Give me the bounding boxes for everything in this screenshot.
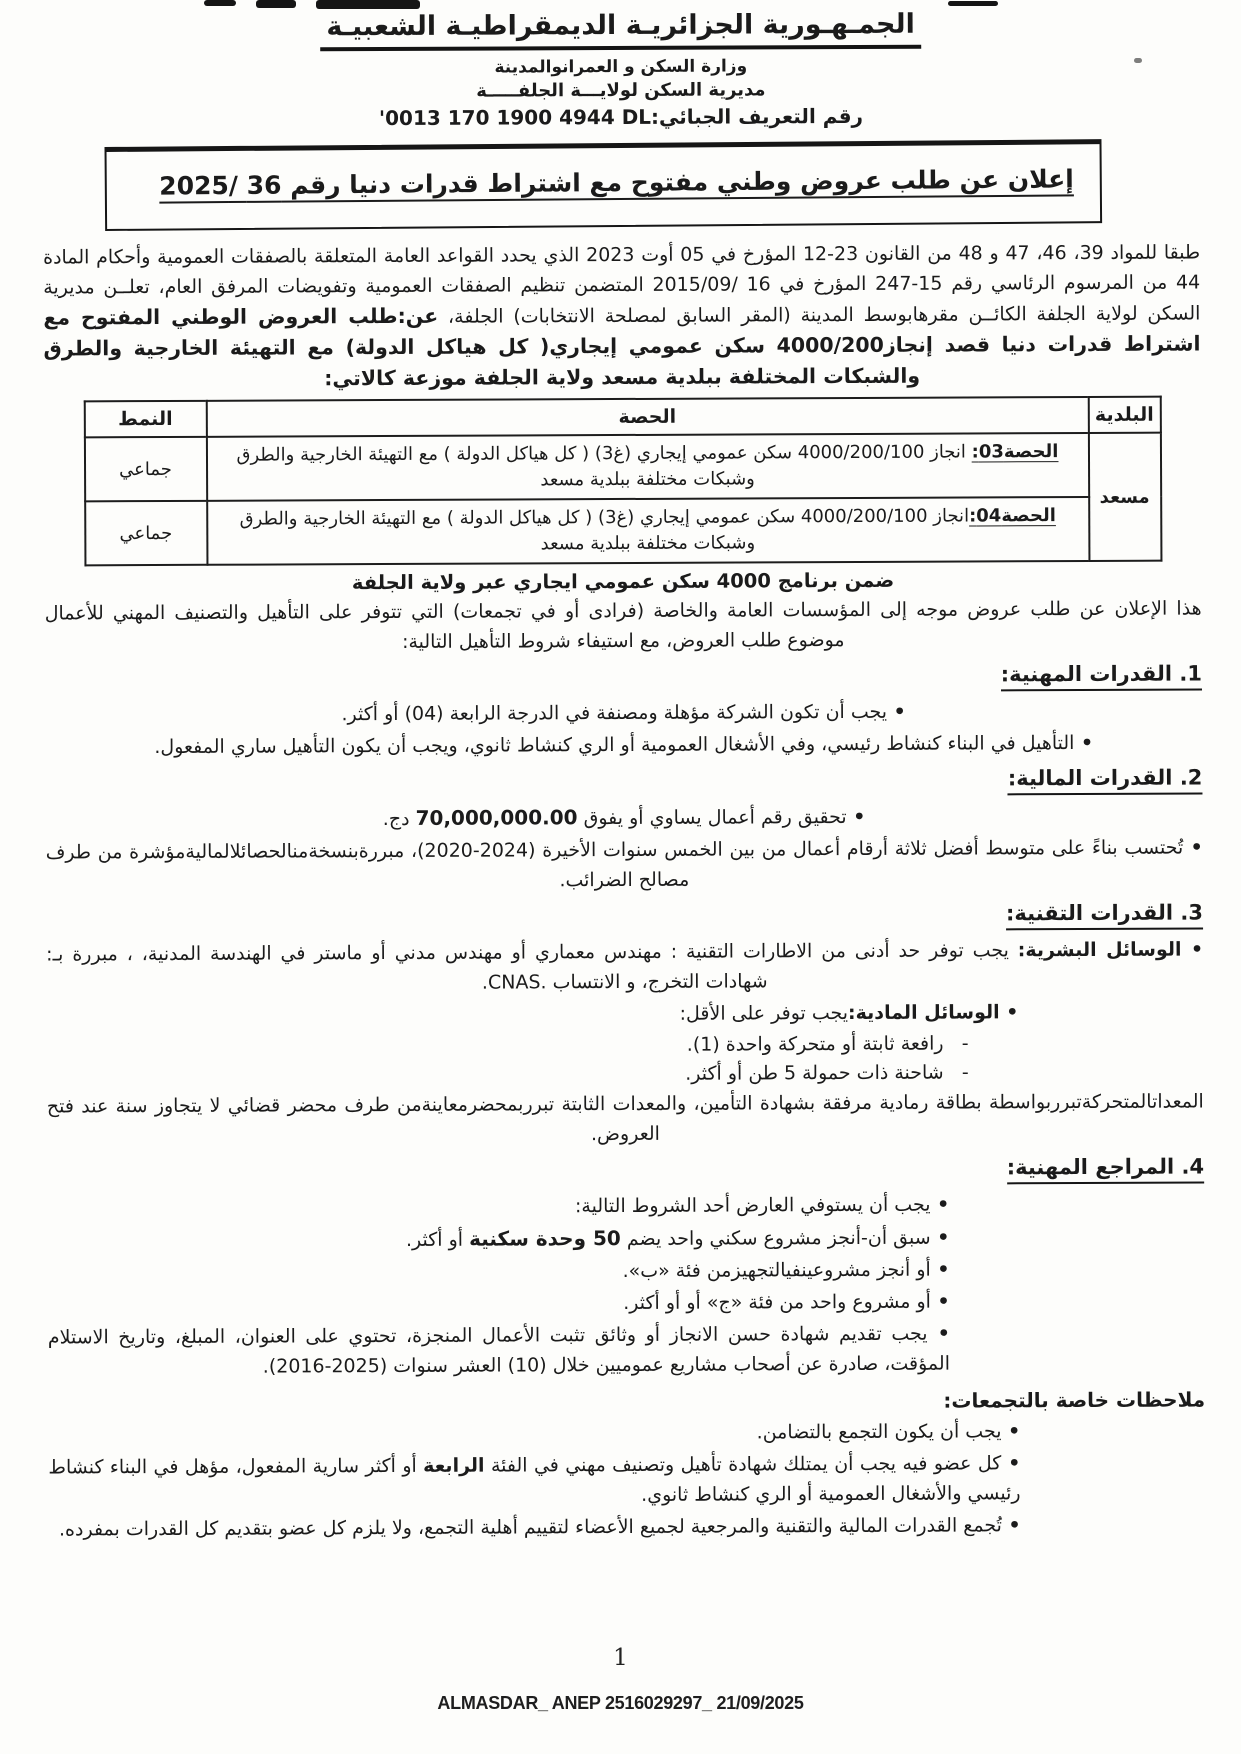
section-1-heading — [45, 661, 1202, 695]
cell-type-04: جماعي — [85, 501, 207, 566]
lots-table — [83, 396, 1162, 567]
tax-id-line — [42, 102, 1199, 131]
scan-artifact — [204, 0, 236, 6]
note-solidarity: • يجب أن يكون التجمع بالتضامن. — [48, 1415, 1205, 1450]
scan-artifact — [1134, 58, 1142, 63]
housing-project-before: سبق أن-أنجز مشروع سكني واحد يضم — [620, 1226, 931, 1251]
tender-title-box — [104, 139, 1102, 231]
audience-paragraph: هذا الإعلان عن طلب عروض موجه إلى المؤسسات العامة والخاصة (فرادى أو في تجمعات) التي تتوفر على التأهيل والتصنيف المهني للأعمال موضوع طلب العروض، مع استيفاء شروط التأهيل التالية: — [44, 597, 1202, 653]
member-qualification-category: الرابعة — [423, 1454, 485, 1477]
table-row — [84, 433, 1160, 502]
turnover-amount: 70,000,000.00 — [415, 805, 578, 830]
intro-legal-text: طبقا للمواد 39، 46، 47 و 48 من القانون 23‏-12 المؤرخ في 05 أوت 2023 الذي يحدد القواعد العامة المتعلقة بالصفقات العمومية وأحكام المادة 44 من المرسوم الرئاسي رقم 15‏-247 المؤرخ في 16 /2015/09 المتضمن تنظيم الصفقات العمومية وتفويضات المرفق العام، تعلــن مديرية السكن لولاية الجلفة الكائــن مقرهابوسط المدينة (المقر السابق لمصلحة الانتخابات) الجلفة، — [43, 241, 1201, 328]
turnover-text-after: دج. — [382, 807, 416, 831]
republic-title-text: الجمـهـورية الجزائريـة الديمقراطيـة الشعبيـة — [320, 9, 921, 52]
housing-project-after: أو أكثر. — [405, 1228, 470, 1251]
page-number: 1 — [613, 1645, 628, 1671]
cell-lot-03 — [206, 433, 1088, 501]
lot-03-label: الحصة03: — [971, 441, 1059, 463]
program-note: ضمن برنامج 4000 سكن عمومي ايجاري عبر ولاية الجلفة — [351, 568, 895, 595]
member-qualification-before: كل عضو فيه يجب أن يمتلك شهادة تأهيل وتصنيف مهني في الفئة — [484, 1452, 1002, 1477]
turnover-text-before: تحقيق رقم أعمال يساوي أو يفوق — [577, 806, 847, 830]
tax-id-label: رقم التعريف الجبائي: — [650, 103, 864, 129]
bullet-material-resources — [46, 996, 1203, 1031]
member-qualification-after: أو أكثر سارية المفعول، مؤهل في البناء كنشاط رئيسي والأشغال العمومية أو الري كنشاط ثانوي. — [48, 1454, 1021, 1506]
section-4-heading — [47, 1154, 1204, 1188]
intro-object-text: عن:طلب العروض الوطني المفتوح مع اشتراط قدرات دنيا قصد إنجاز4000/200 سكن عمومي إيجاري( كل هياكل الدولة) مع التهيئة الخارجية والطرق والشبكات المختلفة ببلدية مسعد ولاية الجلفة موزعة كالاتي: — [43, 303, 1201, 391]
header-cell-lot: الحصة — [206, 397, 1088, 437]
bullet-category-project: • أو مشروع واحد من فئة «ج» أو أو أكثر. — [48, 1285, 1205, 1320]
cell-lot-04 — [207, 497, 1089, 565]
scan-artifact — [316, 0, 420, 9]
bullet-turnover-average: • تُحتسب بناءً على متوسط أفضل ثلاثة أرقام أعمال من بين الخمس سنوات الأخيرة (2024-2020)، مبررةبنسخةمنالحصائلالماليةمؤشرة من طرف مصالح الضرائب. — [46, 832, 1203, 897]
section-2-heading-text: 2. القدرات المالية: — [1008, 765, 1203, 795]
section-3-heading — [46, 900, 1203, 934]
dash-item-crane: - رافعة ثابتة أو متحركة واحدة (1). — [47, 1028, 1204, 1062]
note-member-qualification — [48, 1447, 1205, 1512]
cell-type-03: جماعي — [84, 437, 206, 502]
lot-03-text: انجاز 4000/200/100 سكن عمومي إيجاري (غ3) ( كل هياكل الدولة ) مع التهيئة الخارجية والطرق وشبكات مختلفة ببلدية مسعد — [236, 441, 972, 491]
document-header — [42, 7, 1200, 131]
intro-paragraph — [43, 237, 1201, 395]
scan-artifact — [256, 0, 296, 8]
bullet-qualification-activity: • التأهيل في البناء كنشاط رئيسي، وفي الأشغال العمومية أو الري كنشاط ثانوي، ويجب أن يكون التأهيل ساري المفعول. — [45, 727, 1202, 762]
bullet-human-resources — [46, 934, 1203, 999]
republic-title — [42, 7, 1199, 52]
bullet-classification: • يجب أن تكون الشركة مؤهلة ومصنفة في الدرجة الرابعة (04) أو أكثر. — [45, 695, 1202, 730]
note-combined-capacities: • تُجمع القدرات المالية والتقنية والمرجعية لجميع الأعضاء لتقييم أهلية التجمع، ولا يلزم كل عضو بتقديم كل القدرات بمفرده. — [49, 1509, 1206, 1544]
directorate-line: مديرية السكن لولايـــة الجلفـــــة — [476, 79, 766, 102]
bullet-turnover — [46, 799, 1203, 835]
bullet-equipment-projects: • أو أنجز مشروعينفيالتجهيزمن فئة «ب». — [47, 1253, 1204, 1288]
cell-municipality: مسعد — [1088, 433, 1161, 561]
section-1-heading-text: 1. القدرات المهنية: — [1001, 661, 1202, 691]
material-resources-text: يجب توفر على الأقل: — [679, 1002, 849, 1025]
scan-artifact — [948, 1, 998, 6]
lot-04-label: الحصة04: — [969, 505, 1056, 527]
bullet-references-intro: • يجب أن يستوفي العارض أحد الشروط التالية: — [47, 1188, 1204, 1223]
material-resources-label: الوسائل المادية: — [847, 1001, 1000, 1025]
section-3-heading-text: 3. القدرات التقنية: — [1006, 900, 1203, 930]
section-4-heading-text: 4. المراجع المهنية: — [1007, 1154, 1205, 1184]
ministry-line: وزارة السكن و العمرانوالمدينة — [494, 56, 748, 78]
bullet-completion-certificates: • يجب تقديم شهادة حسن الانجاز أو وثائق تثبت الأعمال المنجزة، تحتوي على العنوان، المبلغ، وتاريخ الاستلام المؤقت، صادرة عن أصحاب مشاريع عموميين خلال (10) العشر سنوات (2025-2016). — [48, 1317, 1205, 1382]
lot-04-text: انجاز 4000/200/100 سكن عمومي إيجاري (غ3) ( كل هياكل الدولة ) مع التهيئة الخارجية والطرق وشبكات مختلفة ببلدية مسعد — [239, 505, 970, 555]
bullet-housing-project — [47, 1220, 1204, 1256]
table-row — [85, 497, 1161, 566]
housing-project-units: 50 وحدة سكنية — [469, 1226, 621, 1251]
anep-credit-line: ALMASDAR_ ANEP 2516029297_ 21/09/2025 — [437, 1693, 804, 1713]
human-resources-text: يجب توفر حد أدنى من الاطارات التقنية : مهندس معماري أو مهندس مدني أو ماستر في الهندسة المدنية، ، مبررة بـ: شهادات التخرج، و الانتساب .CNAS. — [46, 939, 1018, 994]
dash-item-truck: - شاحنة ذات حمولة 5 طن أو أكثر. — [47, 1057, 1204, 1091]
equipment-justification-note: المعداتالمتحركةتبرربواسطة بطاقة رمادية مرفقة بشهادة التأمين، والمعدات الثابتة تبرربمحضرمعاينةمن طرف محضر قضائي لا يتجاوز سنة عند فتح العروض. — [46, 1090, 1204, 1146]
header-cell-type: النمط — [84, 401, 206, 438]
tax-id-value: '0013 170 1900 4944 DL — [378, 104, 652, 131]
header-cell-municipality: البلدية — [1088, 397, 1160, 433]
section-2-heading — [45, 765, 1202, 799]
human-resources-label: الوسائل البشرية: — [1017, 938, 1182, 962]
table-header-row — [84, 397, 1160, 438]
groups-notes-heading: ملاحظات خاصة بالتجمعات: — [943, 1387, 1206, 1413]
tender-title: إعلان عن طلب عروض وطني مفتوح مع اشتراط قدرات دنيا رقم 36 /2025 — [159, 164, 1074, 201]
